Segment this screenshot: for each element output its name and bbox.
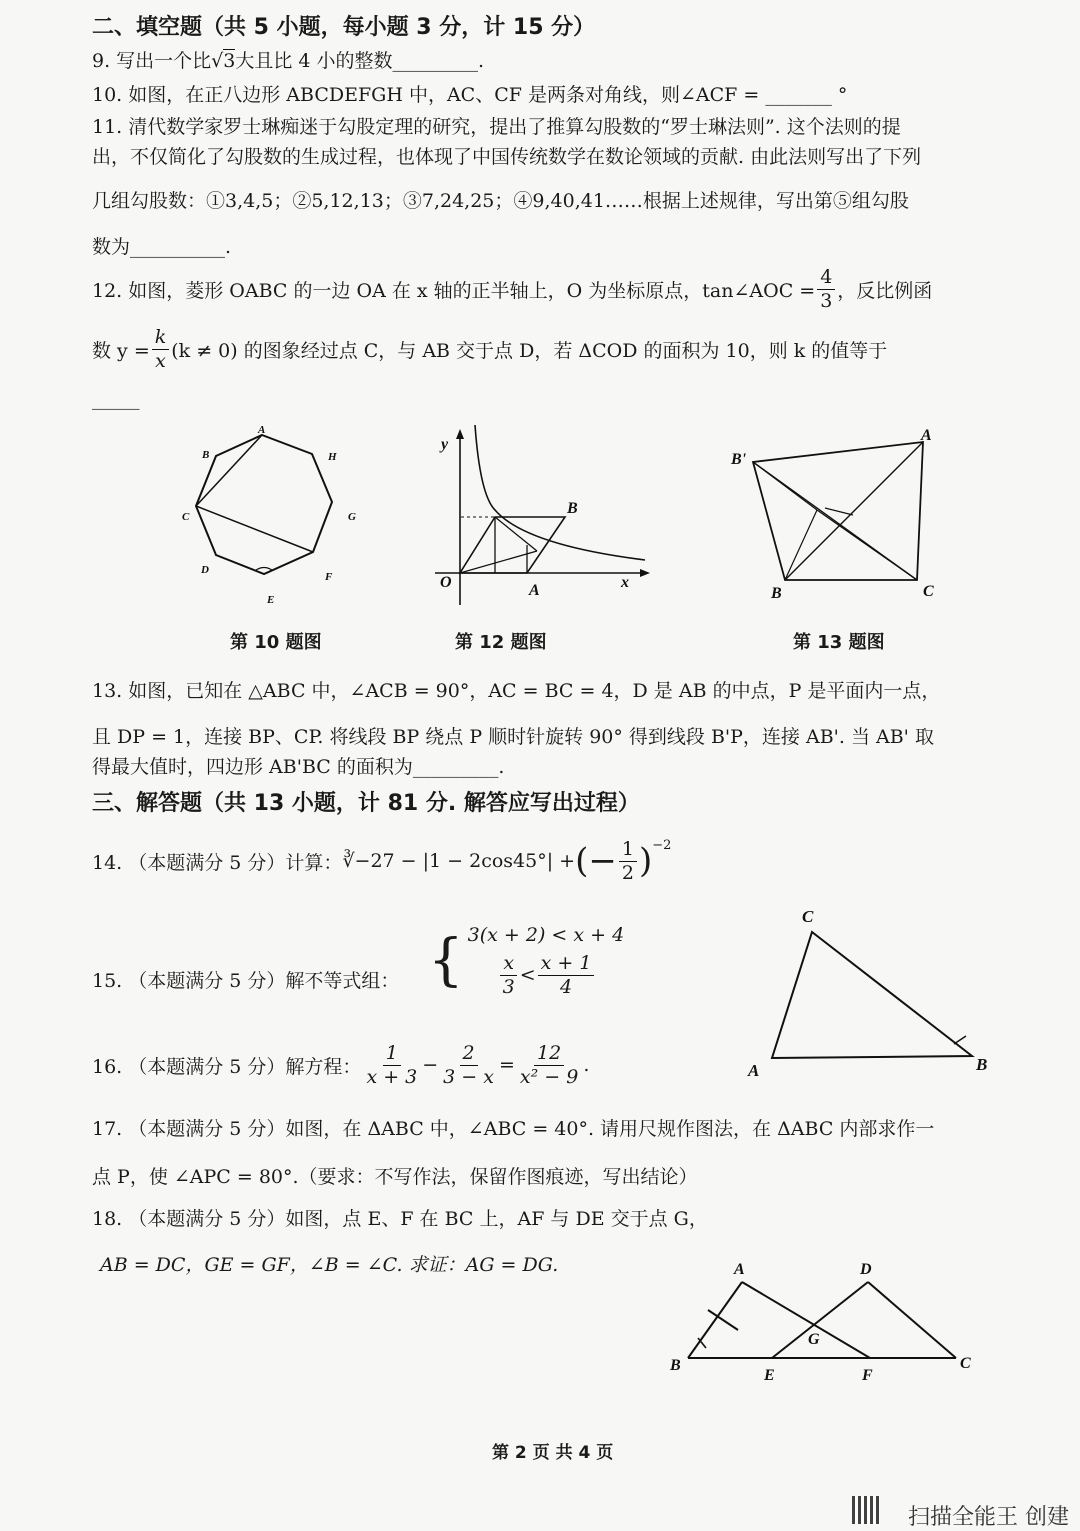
label-b-prime: B' [731,451,747,468]
answer-blank: _____ [92,388,140,410]
figure-13-diagram [725,420,945,605]
label-b: B [202,449,210,461]
question-10: 10. 如图，在正八边形 ABCDEFGH 中，AC、CF 是两条对角线，则∠ACF = _______ ° [92,84,848,106]
left-brace: { [428,928,464,994]
diagonal-cf [196,506,313,552]
label-o: O [440,574,452,591]
question-11-line-1: 11. 清代数学家罗士琳痴迷于勾股定理的研究，提出了推算勾股数的“罗士琳法则”. 这个法则的提 [92,116,901,138]
label-b: B [670,1357,681,1374]
label-g: G [808,1331,820,1348]
figure-18-diagram [660,1250,990,1390]
label-f: F [862,1367,873,1384]
label-b: B [976,1055,988,1074]
question-9: 9. 写出一个比√3大且比 4 小的整数_________. [92,50,485,72]
answer-blank: _________ [392,50,479,72]
label-b: B [567,500,578,517]
question-14: 14. （本题满分 5 分）计算： ∛−27 − |1 − 2cos45°| + (− $\frac{1}{2}$ ) $^{-2}$ [92,838,672,884]
question-12-line-2: 数 y = $\frac{k}{x}$ (k ≠ 0) 的图象经过点 C，与 AB 交于点 D，若 ΔCOD 的面积为 10，则 k 的值等于 [92,326,888,372]
label-f: F [325,571,333,583]
figure-10-caption: 第 10 题图 [230,632,322,653]
question-18-line-1: 18. （本题满分 5 分）如图，点 E、F 在 BC 上，AF 与 DE 交于点 G， [92,1208,708,1230]
segment-ab [688,1282,742,1358]
figure-13-caption: 第 13 题图 [793,632,885,653]
label-a: A [921,427,932,444]
question-13-line-3: 得最大值时，四边形 AB'BC 的面积为_________. [92,756,505,778]
label-c: C [960,1355,971,1372]
label-c: C [182,511,190,523]
y-axis-arrow [456,429,464,439]
half-fraction: $\frac{1}{2}$ [619,838,637,885]
question-15-prefix: 15. （本题满分 5 分）解不等式组： [92,970,400,992]
answer-blank: _______ [765,84,832,106]
label-a: A [734,1261,745,1278]
segment-ab [785,442,923,580]
question-16: 16. （本题满分 5 分）解方程： $\frac{1}{x + 3}$ − $\frac{2}{3 - x}$ = $\frac{12}{\text{x² − 9}}$ . [92,1042,590,1088]
segment-de [772,1282,868,1358]
triangle-abc [772,932,972,1058]
page-footer: 第 2 页 共 4 页 [492,1443,614,1463]
sqrt-sign: √ [211,50,224,72]
label-b: B [771,585,782,602]
label-a: A [748,1061,760,1080]
segment-pc [817,510,917,580]
question-12-line-1: 12. 如图，菱形 OABC 的一边 OA 在 x 轴的正半轴上，O 为坐标原点，tan∠AOC = $\frac{4}{3}$ ，反比例函 [92,266,933,312]
rhombus-oabc [460,517,565,573]
construction-mark [708,1310,738,1330]
inequality-system: { 3(x + 2) < x + 4 $\frac{x}{3}$ < $\frac{x + 1}{4}$ [428,924,625,998]
octagon-shape [196,435,332,574]
hyperbola [475,425,645,560]
radicand: 3 [223,50,236,72]
question-17-line-1: 17. （本题满分 5 分）如图，在 ΔABC 中，∠ABC = 40°. 请用尺规作图法，在 ΔABC 内部求作一 [92,1118,935,1140]
question-11-line-2: 出，不仅简化了勾股数的生成过程，也体现了中国传统数学在数论领域的贡献. 由此法则写出了下列 [92,146,922,168]
answer-blank: __________ [130,236,226,258]
segment-dp [825,508,853,515]
label-d: D [860,1261,872,1278]
label-g: G [348,511,356,523]
qr-code-icon [852,1496,880,1524]
question-11-line-4: 数为__________. [92,236,232,258]
question-11-line-3: 几组勾股数：①3,4,5；②5,12,13；③7,24,25；④9,40,41……根据上述规律，写出第⑤组勾股 [92,190,909,212]
side-bc [196,456,216,506]
label-d: D [201,564,209,576]
label-e: E [764,1367,775,1384]
tan-fraction: $\frac{4}{3}$ [817,266,835,313]
section-3-title: 三、解答题（共 13 小题，计 81 分. 解答应写出过程） [92,791,640,816]
figure-17-triangle [740,900,1000,1085]
label-c: C [923,583,934,600]
x-axis-arrow [640,569,650,577]
question-17-line-2: 点 P，使 ∠APC = 80°.（要求：不写作法，保留作图痕迹，写出结论） [92,1166,698,1188]
watermark-text: 扫描全能王 创建 [908,1505,1069,1530]
figure-12-graph [425,425,655,610]
segment-b-prime-p [753,462,817,510]
construction-mark [954,1036,966,1044]
answer-blank: _________ [412,756,499,778]
section-2-title: 二、填空题（共 5 小题，每小题 3 分，计 15 分） [92,15,596,40]
label-e: E [267,594,275,606]
label-y: y [441,436,449,453]
label-x: x [621,574,629,591]
question-18-line-2: AB = DC，GE = GF，∠B = ∠C. 求证：AG = DG. [100,1254,559,1276]
label-a: A [529,582,540,599]
segment-pb [785,510,817,580]
angle-arc [256,568,272,571]
label-c: C [802,907,814,926]
segment-dc [868,1282,956,1358]
k-over-x-fraction: $\frac{k}{x}$ [152,326,170,373]
label-a: A [258,424,266,436]
figure-12-caption: 第 12 题图 [455,632,547,653]
question-13-line-2: 且 DP = 1，连接 BP、CP. 将线段 BP 绕点 P 顺时针旋转 90° 得到线段 B'P，连接 AB'. 当 AB' 取 [92,726,934,748]
label-h: H [328,451,337,463]
question-13-line-1: 13. 如图，已知在 △ABC 中，∠ACB = 90°，AC = BC = 4，D 是 AB 的中点，P 是平面内一点， [92,680,941,702]
diagonal-ac [196,435,262,506]
segment-af [742,1282,870,1358]
figure-10-octagon [170,420,370,620]
